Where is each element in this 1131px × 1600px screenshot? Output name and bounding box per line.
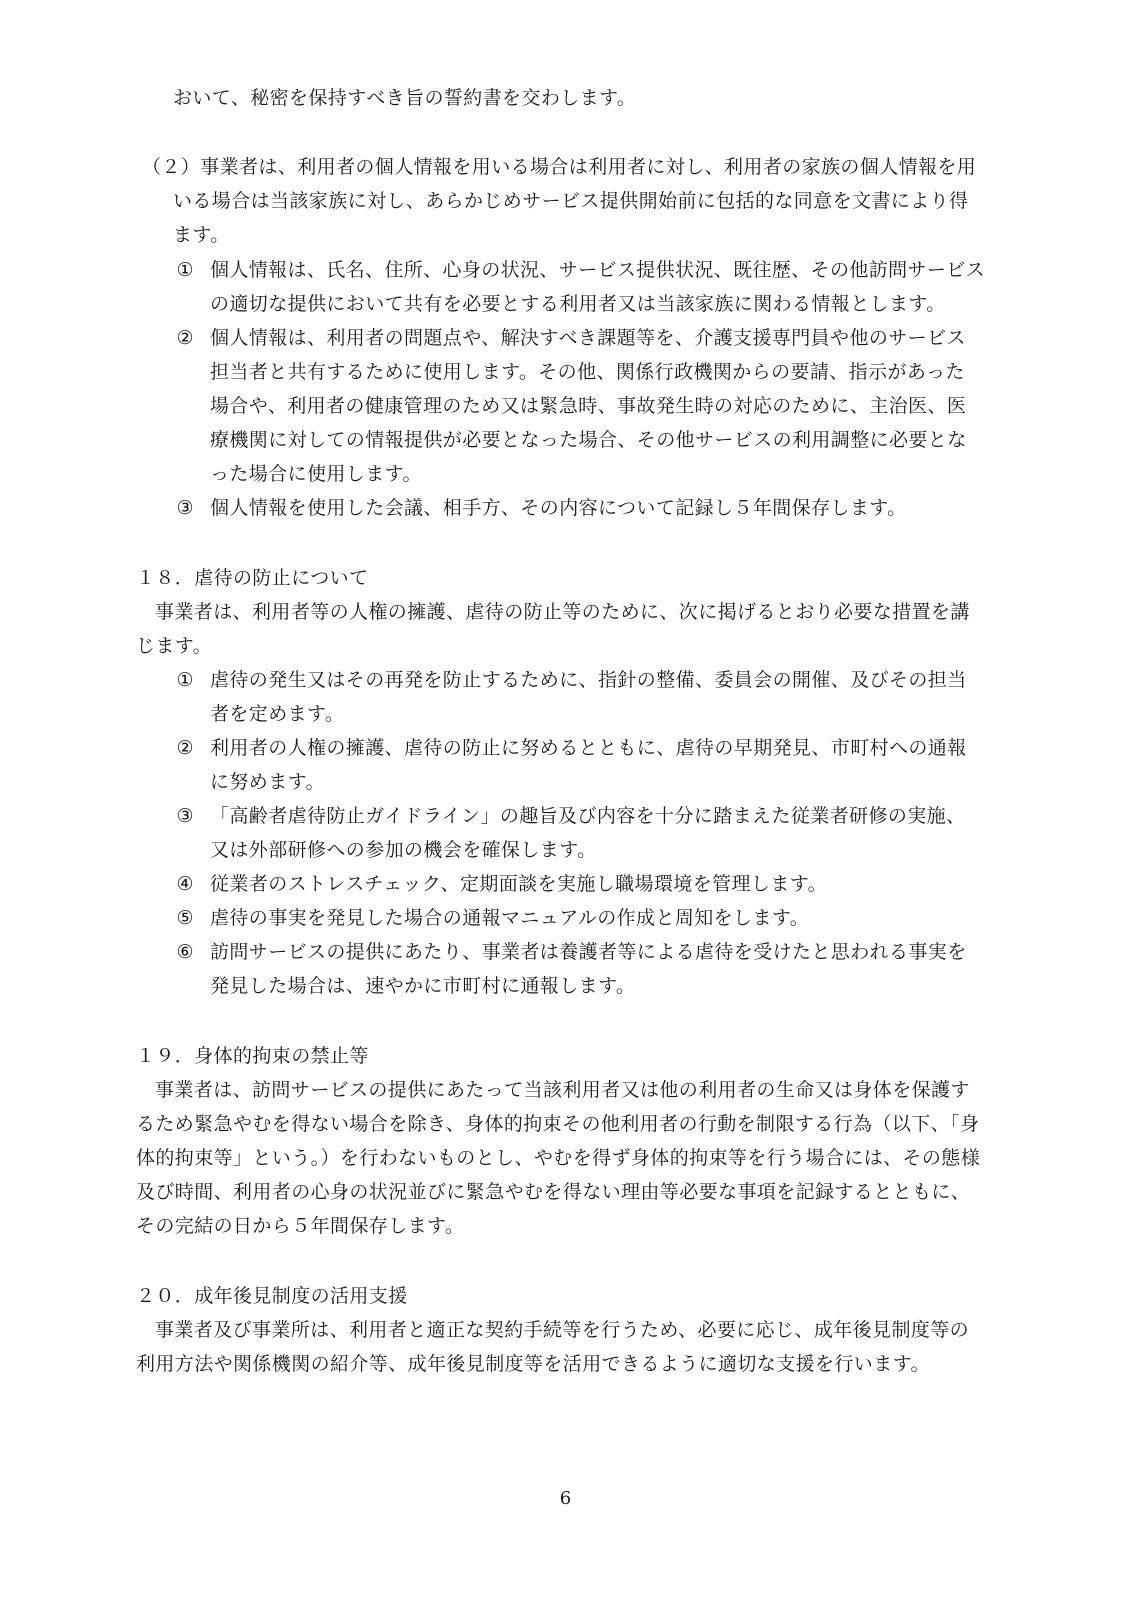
text-line: 発見した場合は、速やかに市町村に通報します。 [210, 975, 636, 997]
text-line: 事業者は、訪問サービスの提供にあたって当該利用者又は他の利用者の生命又は身体を保護す [155, 1079, 970, 1101]
text-line: 者を定めます。 [210, 703, 345, 725]
text-line: その完結の日から５年間保存します。 [136, 1215, 465, 1237]
section-heading: １８．虐待の防止について [136, 567, 369, 589]
list-marker: ⑤ [176, 907, 194, 929]
text-line: 従業者のストレスチェック、定期面談を実施し職場環境を管理します。 [210, 873, 828, 895]
text-line: 体的拘束等」という。）を行わないものとし、やむを得ず身体的拘束等を行う場合には、その態様 [136, 1147, 981, 1169]
text-line: 個人情報は、氏名、住所、心身の状況、サービス提供状況、既往歴、その他訪問サービス [210, 259, 986, 281]
text-line: 「高齢者虐待防止ガイドライン」の趣旨及び内容を十分に踏まえた従業者研修の実施、 [210, 805, 966, 827]
text-line: 又は外部研修への参加の機会を確保します。 [210, 839, 597, 861]
text-line: ます。 [173, 224, 230, 246]
section-heading: １９．身体的拘束の禁止等 [136, 1045, 369, 1067]
text-line: 場合や、利用者の健康管理のため又は緊急時、事故発生時の対応のために、主治医、医 [210, 395, 967, 417]
list-marker: ① [176, 259, 194, 281]
text-line: 療機関に対しての情報提供が必要となった場合、その他サービスの利用調整に必要とな [210, 429, 967, 451]
text-line: 虐待の事実を発見した場合の通報マニュアルの作成と周知をします。 [210, 907, 810, 929]
text-line: （２）事業者は、利用者の個人情報を用いる場合は利用者に対し、利用者の家族の個人情報を用 [142, 156, 977, 178]
list-marker: ② [176, 737, 194, 759]
text-line: に努めます。 [210, 771, 325, 793]
text-line: 担当者と共有するために使用します。その他、関係行政機関からの要請、指示があった [210, 361, 965, 383]
text-line: 訪問サービスの提供にあたり、事業者は養護者等による虐待を受けたと思われる事実を [210, 941, 967, 963]
page-number: 6 [559, 1488, 572, 1509]
text-line: 個人情報は、利用者の問題点や、解決すべき課題等を、介護支援専門員や他のサービス [210, 327, 966, 349]
text-line: 事業者及び事業所は、利用者と適正な契約手続等を行うため、必要に応じ、成年後見制度等の [155, 1319, 970, 1341]
text-line: じます。 [136, 635, 213, 657]
text-line: 及び時間、利用者の心身の状況並びに緊急やむを得ない理由等必要な事項を記録するとともに、 [136, 1181, 971, 1203]
text-line: おいて、秘密を保持すべき旨の誓約書を交わします。 [173, 87, 637, 109]
list-marker: ④ [176, 873, 194, 895]
list-marker: ⑥ [176, 941, 194, 963]
text-line: の適切な提供において共有を必要とする利用者又は当該家族に関わる情報とします。 [210, 293, 946, 315]
list-marker: ③ [176, 497, 194, 519]
text-line: った場合に使用します。 [210, 463, 422, 485]
text-line: 個人情報を使用した会議、相手方、その内容について記録し５年間保存します。 [210, 497, 907, 519]
text-line: 利用者の人権の擁護、虐待の防止に努めるとともに、虐待の早期発見、市町村への通報 [210, 737, 967, 759]
text-line: いる場合は当該家族に対し、あらかじめサービス提供開始前に包括的な同意を文書により得 [173, 190, 969, 212]
text-line: 事業者は、利用者等の人権の擁護、虐待の防止等のために、次に掲げるとおり必要な措置を講 [155, 601, 970, 623]
section-heading: ２０．成年後見制度の活用支援 [136, 1285, 408, 1307]
list-marker: ① [176, 669, 194, 691]
list-marker: ③ [176, 805, 194, 827]
text-line: 利用方法や関係機関の紹介等、成年後見制度等を活用できるように適切な支援を行います。 [136, 1353, 930, 1375]
list-marker: ② [176, 327, 194, 349]
text-line: るため緊急やむを得ない場合を除き、身体的拘束その他利用者の行動を制限する行為（以下、「身 [136, 1113, 980, 1135]
text-line: 虐待の発生又はその再発を防止するために、指針の整備、委員会の開催、及びその担当 [210, 669, 967, 691]
